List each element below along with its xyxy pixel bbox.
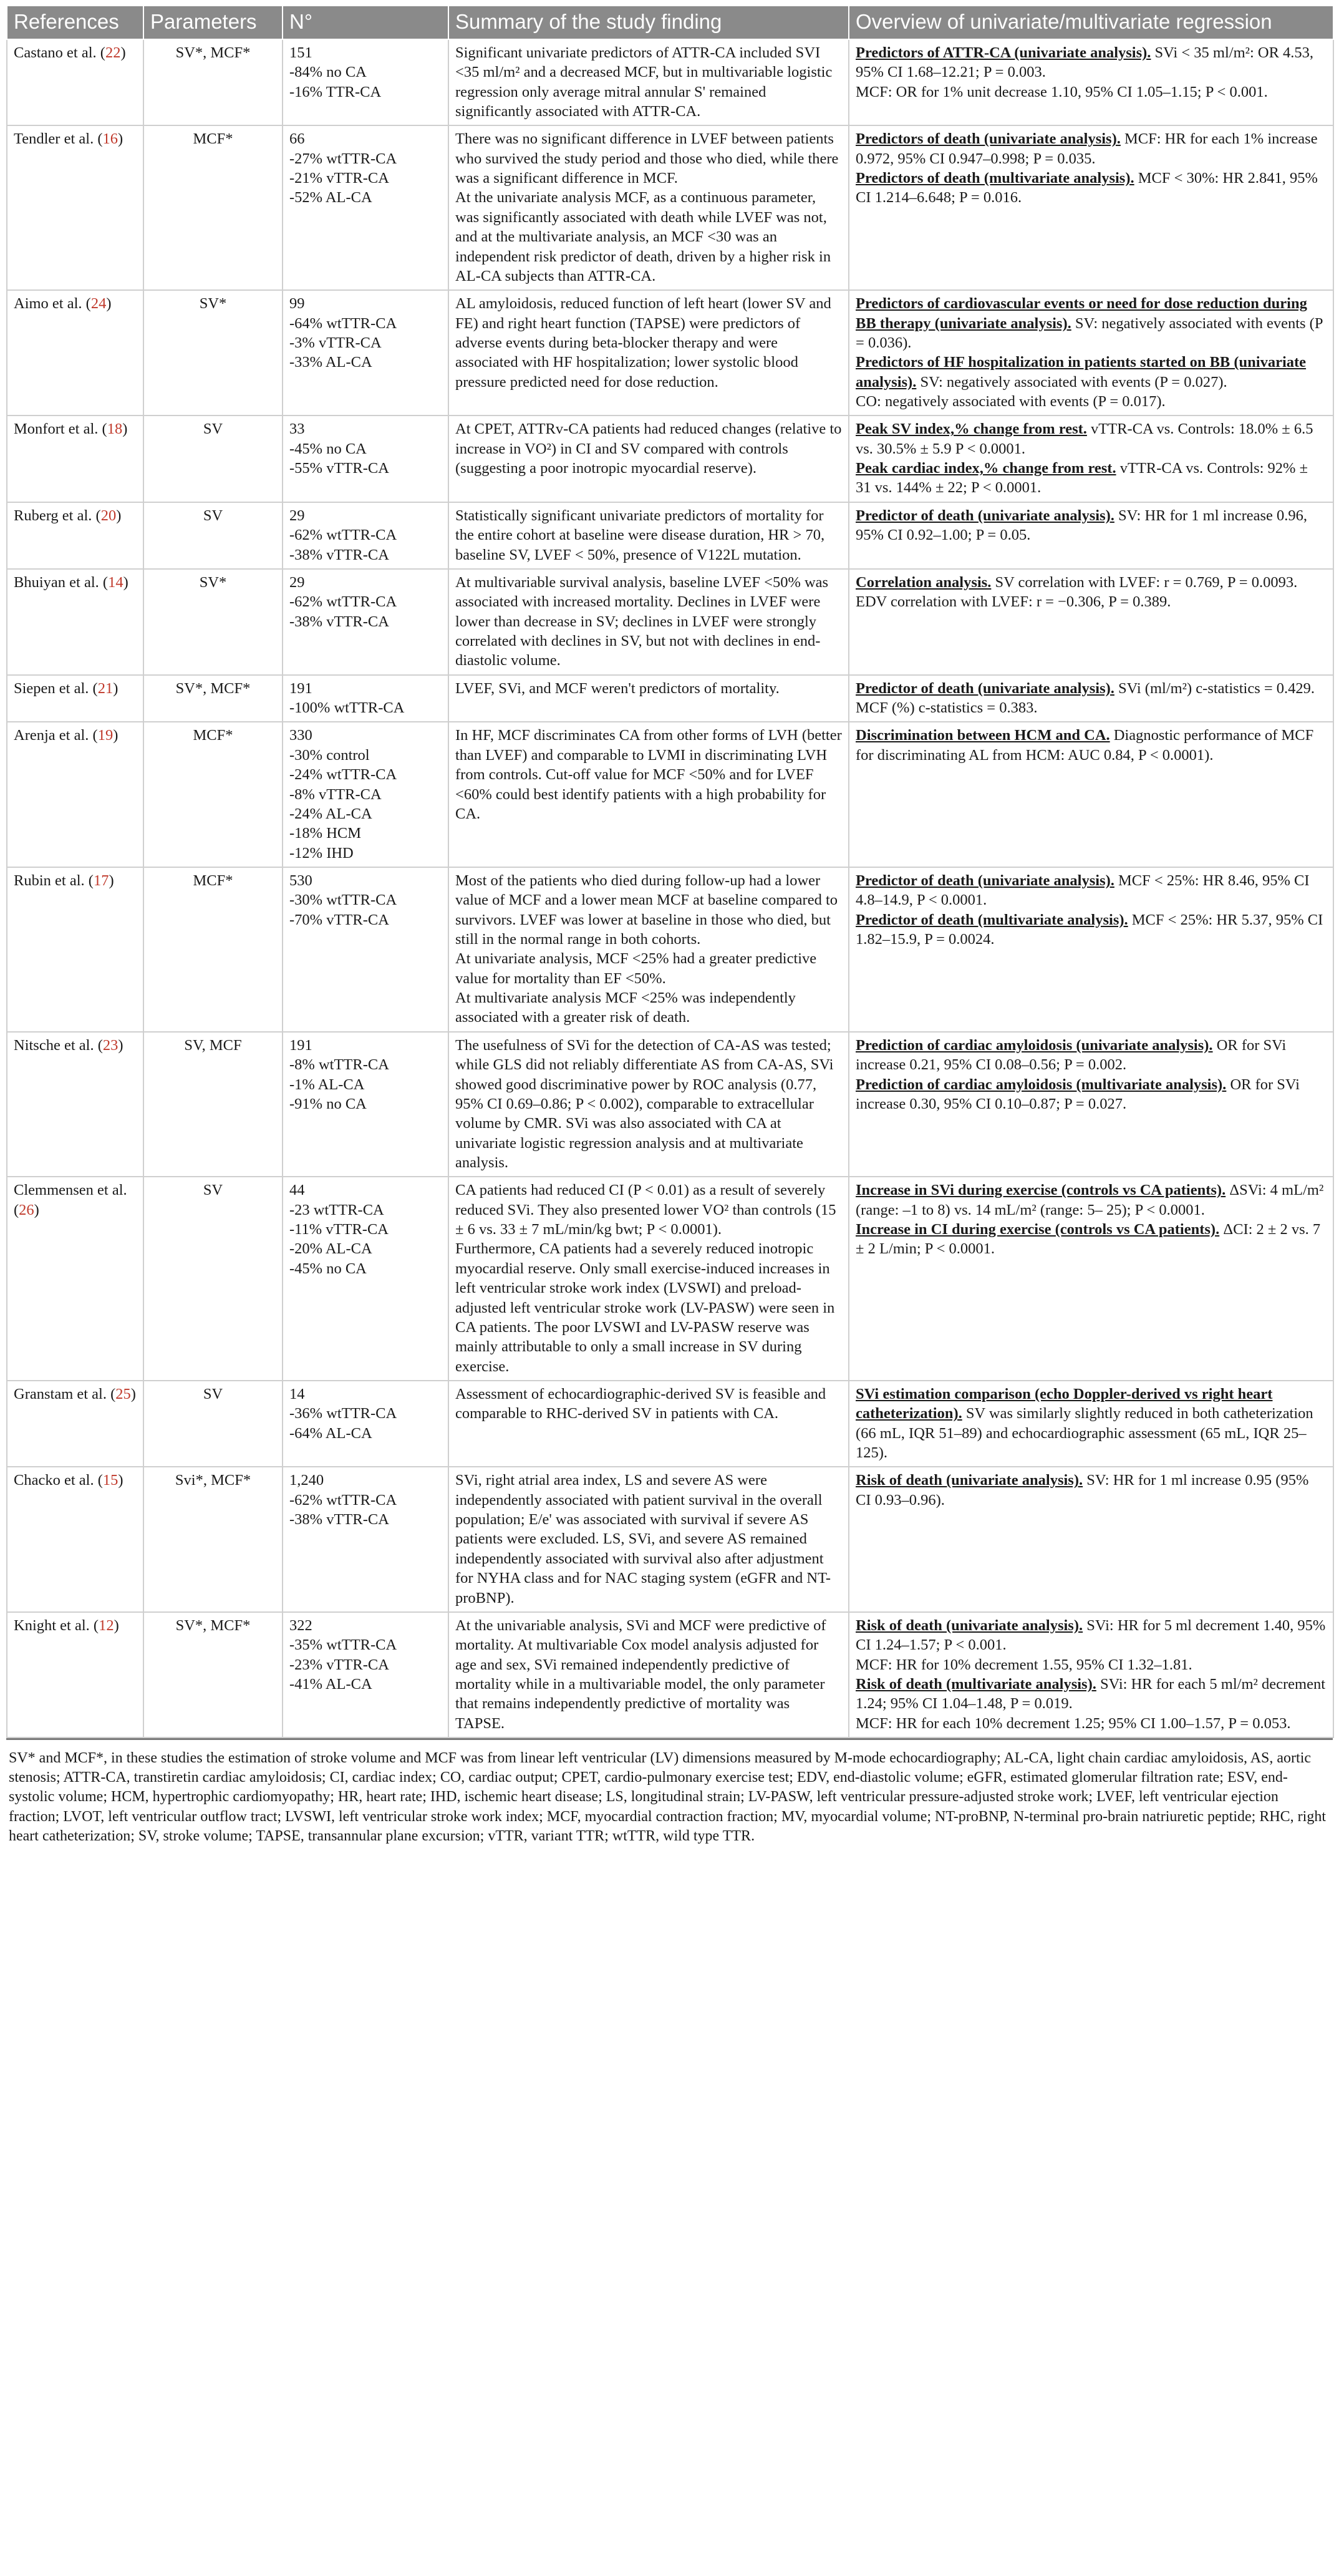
overview-heading: Increase in CI during exercise (controls vs CA patients). bbox=[856, 1221, 1220, 1238]
summary-paragraph: At the univariable analysis, SVi and MCF were predictive of mortality. At multivariable Cox model analysis adjusted for age and sex, SVi remained independently predictive of mortality while in a multivariable model, the only parameter that remains independently predictive of mortality was TAPSE. bbox=[455, 1616, 826, 1732]
overview-text: SVi < 35 ml/m²: OR 4.53, 95% CI 1.68–12.21; P = 0.003. bbox=[856, 44, 1314, 81]
header-n: N° bbox=[283, 6, 448, 39]
reference-name: Tendler et al. bbox=[14, 130, 94, 148]
overview-heading: Risk of death (multivariate analysis). bbox=[856, 1675, 1096, 1693]
summary-paragraph: At univariate analysis, MCF <25% had a greater predictive value for mortality than EF <50%. bbox=[455, 950, 817, 987]
overview-heading: SVi estimation comparison (echo Doppler-derived vs right heart catheterization). bbox=[856, 1385, 1273, 1422]
table-row bbox=[7, 416, 1333, 502]
n-line: -8% wtTTR-CA bbox=[289, 1056, 389, 1074]
n-line: -11% vTTR-CA bbox=[289, 1221, 389, 1238]
overview-line bbox=[856, 459, 1327, 498]
overview-line bbox=[856, 1220, 1327, 1259]
cell-summary bbox=[448, 416, 849, 502]
reference-number-link[interactable]: 18 bbox=[107, 420, 123, 438]
table-body bbox=[7, 39, 1333, 1738]
cell-n bbox=[283, 867, 448, 1032]
overview-heading: Predictor of death (univariate analysis). bbox=[856, 679, 1114, 697]
overview-line bbox=[856, 419, 1327, 459]
cell-summary bbox=[448, 39, 849, 125]
reference-name: Clemmensen et al. bbox=[14, 1182, 127, 1199]
cell-parameters: SV bbox=[143, 502, 283, 569]
cell-parameters: MCF* bbox=[143, 125, 283, 290]
cell-reference: Granstam et al. (25) bbox=[7, 1381, 143, 1467]
reference-name: Chacko et al. bbox=[14, 1472, 94, 1489]
summary-paragraph: At CPET, ATTRv-CA patients had reduced changes (relative to increase in VO²) in CI and SV compared with controls (suggesting a poor inotropic myocardial reserve). bbox=[455, 420, 842, 477]
n-line: -21% vTTR-CA bbox=[289, 170, 389, 187]
n-line: 66 bbox=[289, 130, 305, 148]
overview-line bbox=[856, 573, 1327, 592]
cell-overview bbox=[849, 569, 1333, 675]
cell-n bbox=[283, 1177, 448, 1381]
n-line: 29 bbox=[289, 573, 305, 591]
overview-text: MCF: HR for 10% decrement 1.55, 95% CI 1.32–1.81. bbox=[856, 1656, 1192, 1673]
cell-overview bbox=[849, 867, 1333, 1032]
cell-summary bbox=[448, 722, 849, 867]
overview-line bbox=[856, 82, 1327, 102]
overview-line bbox=[856, 698, 1327, 717]
summary-paragraph: AL amyloidosis, reduced function of left heart (lower SV and FE) and right heart function (TAPSE) were predictors of adverse events during beta-blocker therapy and were associated with HF hospitalization; lower systolic blood pressure predicted need for dose reduction. bbox=[455, 295, 831, 391]
cell-parameters: SV, MCF bbox=[143, 1032, 283, 1177]
cell-parameters: SV*, MCF* bbox=[143, 1612, 283, 1738]
header-parameters: Parameters bbox=[143, 6, 283, 39]
table-row bbox=[7, 867, 1333, 1032]
table-row bbox=[7, 1032, 1333, 1177]
n-line: -3% vTTR-CA bbox=[289, 334, 382, 351]
overview-text: OR for SVi increase 0.21, 95% CI 0.08–0.56; P = 0.002. bbox=[856, 1036, 1287, 1074]
cell-overview bbox=[849, 722, 1333, 867]
reference-number-link[interactable]: 20 bbox=[100, 507, 117, 524]
n-line: 29 bbox=[289, 507, 305, 524]
reference-name: Nitsche et al. bbox=[14, 1036, 94, 1054]
overview-heading: Discrimination between HCM and CA. bbox=[856, 727, 1110, 744]
reference-number-link[interactable]: 16 bbox=[102, 130, 118, 148]
overview-text: SV: negatively associated with events (P = 0.027). bbox=[916, 373, 1227, 391]
overview-line bbox=[856, 168, 1327, 208]
overview-heading: Correlation analysis. bbox=[856, 573, 992, 591]
n-line: -45% no CA bbox=[289, 440, 367, 457]
cell-summary bbox=[448, 675, 849, 722]
reference-number-link[interactable]: 26 bbox=[19, 1201, 34, 1218]
cell-n bbox=[283, 1032, 448, 1177]
n-line: -64% wtTTR-CA bbox=[289, 314, 397, 332]
cell-reference: Arenja et al. (19) bbox=[7, 722, 143, 867]
cell-reference: Clemmensen et al. (26) bbox=[7, 1177, 143, 1381]
overview-text: MCF: HR for each 1% increase 0.972, 95% CI 0.947–0.998; P = 0.035. bbox=[856, 130, 1318, 167]
n-line: -12% IHD bbox=[289, 844, 354, 862]
overview-line bbox=[856, 352, 1327, 392]
table-row bbox=[7, 675, 1333, 722]
overview-text: MCF: HR for each 10% decrement 1.25; 95% CI 1.00–1.57, P = 0.053. bbox=[856, 1714, 1291, 1732]
overview-heading: Prediction of cardiac amyloidosis (multivariate analysis). bbox=[856, 1076, 1227, 1093]
cell-reference: Rubin et al. (17) bbox=[7, 867, 143, 1032]
cell-summary bbox=[448, 1467, 849, 1612]
n-line: 44 bbox=[289, 1182, 305, 1199]
overview-line bbox=[856, 1714, 1327, 1733]
overview-heading: Peak cardiac index,% change from rest. bbox=[856, 460, 1116, 477]
cell-parameters: SV* bbox=[143, 290, 283, 416]
n-line: -1% AL-CA bbox=[289, 1076, 365, 1093]
overview-heading: Predictors of death (univariate analysis). bbox=[856, 130, 1121, 148]
n-line: -62% wtTTR-CA bbox=[289, 527, 397, 544]
n-line: -30% wtTTR-CA bbox=[289, 892, 397, 909]
cell-reference: Castano et al. (22) bbox=[7, 39, 143, 125]
n-line: -36% wtTTR-CA bbox=[289, 1405, 397, 1422]
cell-reference: Tendler et al. (16) bbox=[7, 125, 143, 290]
summary-paragraph: At multivariable survival analysis, baseline LVEF <50% was associated with increased mortality. Declines in LVEF were lower than decrease in SV; declines in LVEF were strongly correlated with declines in SV, but not with declines in end-diastolic volume. bbox=[455, 573, 829, 669]
cell-reference: Chacko et al. (15) bbox=[7, 1467, 143, 1612]
overview-text: SVi: HR for 5 ml decrement 1.40, 95% CI 1.24–1.57; P < 0.001. bbox=[856, 1616, 1326, 1654]
cell-parameters: SV*, MCF* bbox=[143, 39, 283, 125]
overview-line bbox=[856, 679, 1327, 698]
cell-overview bbox=[849, 675, 1333, 722]
reference-name: Ruberg et al. bbox=[14, 507, 92, 524]
cell-n bbox=[283, 722, 448, 867]
overview-heading: Predictor of death (univariate analysis). bbox=[856, 872, 1114, 889]
n-line: 151 bbox=[289, 44, 312, 61]
n-line: 99 bbox=[289, 295, 305, 313]
cell-overview bbox=[849, 1612, 1333, 1738]
overview-heading: Predictors of death (multivariate analysis). bbox=[856, 170, 1134, 187]
overview-text: MCF < 25%: HR 8.46, 95% CI 4.8–14.9, P < 0.0001. bbox=[856, 872, 1310, 909]
cell-reference: Nitsche et al. (23) bbox=[7, 1032, 143, 1177]
overview-line bbox=[856, 129, 1327, 168]
overview-line bbox=[856, 1674, 1327, 1714]
n-line: -52% AL-CA bbox=[289, 189, 372, 207]
cell-n bbox=[283, 416, 448, 502]
studies-table bbox=[6, 5, 1334, 1738]
n-line: -23% vTTR-CA bbox=[289, 1656, 389, 1673]
table-header bbox=[7, 6, 1333, 39]
cell-parameters: SV*, MCF* bbox=[143, 675, 283, 722]
cell-summary bbox=[448, 1032, 849, 1177]
n-line: -8% vTTR-CA bbox=[289, 785, 382, 803]
reference-number-link[interactable]: 15 bbox=[102, 1472, 118, 1489]
reference-name: Aimo et al. bbox=[14, 295, 82, 313]
table-row bbox=[7, 1467, 1333, 1612]
overview-line bbox=[856, 1180, 1327, 1220]
reference-name: Castano et al. bbox=[14, 44, 97, 61]
overview-heading: Predictor of death (univariate analysis). bbox=[856, 507, 1114, 524]
overview-text: MCF: OR for 1% unit decrease 1.10, 95% CI 1.05–1.15; P < 0.001. bbox=[856, 83, 1268, 100]
overview-text: Diagnostic performance of MCF for discriminating AL from HCM: AUC 0.84, P < 0.0001). bbox=[856, 727, 1314, 764]
n-line: -18% HCM bbox=[289, 825, 362, 842]
n-line: -35% wtTTR-CA bbox=[289, 1636, 397, 1654]
summary-paragraph: The usefulness of SVi for the detection of CA-AS was tested; while GLS did not reliably differentiate AS from CA-AS, SVi showed good discriminative power by ROC analysis (0.77, 95% CI 0.69–0.86; P < 0.002), comparable to extracellular volume by CMR. SVi was also associated with CA at univariate logistic regression analysis and at multivariate analysis. bbox=[455, 1036, 834, 1171]
cell-overview bbox=[849, 1177, 1333, 1381]
overview-line bbox=[856, 726, 1327, 765]
n-line: -38% vTTR-CA bbox=[289, 546, 389, 563]
cell-parameters: SV bbox=[143, 1177, 283, 1381]
n-line: 33 bbox=[289, 420, 305, 438]
cell-n bbox=[283, 1612, 448, 1738]
overview-line bbox=[856, 1470, 1327, 1510]
n-line: -24% AL-CA bbox=[289, 805, 372, 822]
n-line: -30% control bbox=[289, 746, 370, 764]
overview-line bbox=[856, 592, 1327, 611]
summary-paragraph: SVi, right atrial area index, LS and severe AS were independently associated with patient survival in the overall population; E/e' was associated with survival if severe AS patients were excluded. LS, SVi, and severe AS remained independently associated with survival also after adjustment for NYHA class and for NAC staging system (eGFR and NT-proBNP). bbox=[455, 1472, 831, 1606]
cell-reference: Knight et al. (12) bbox=[7, 1612, 143, 1738]
cell-parameters: MCF* bbox=[143, 722, 283, 867]
cell-overview bbox=[849, 1467, 1333, 1612]
table-row bbox=[7, 1177, 1333, 1381]
n-line: 191 bbox=[289, 679, 312, 697]
reference-number-link[interactable]: 21 bbox=[97, 679, 114, 697]
n-line: 322 bbox=[289, 1616, 312, 1634]
cell-n bbox=[283, 569, 448, 675]
n-line: -45% no CA bbox=[289, 1260, 367, 1277]
overview-line bbox=[856, 294, 1327, 352]
reference-number-link[interactable]: 19 bbox=[97, 727, 114, 744]
reference-name: Bhuiyan et al. bbox=[14, 573, 99, 591]
reference-number-link[interactable]: 12 bbox=[99, 1616, 114, 1634]
reference-name: Knight et al. bbox=[14, 1616, 90, 1634]
overview-text: ΔCI: 2 ± 2 vs. 7 ± 2 L/min; P < 0.0001. bbox=[856, 1221, 1321, 1258]
n-line: -100% wtTTR-CA bbox=[289, 699, 405, 717]
overview-text: MCF < 25%: HR 5.37, 95% CI 1.82–15.9, P = 0.0024. bbox=[856, 911, 1323, 948]
summary-paragraph: Significant univariate predictors of ATTR-CA included SVI <35 ml/m² and a decreased MCF, but in multivariable logistic regression only average mitral annular S' remained significantly associated with ATTR-CA. bbox=[455, 44, 833, 120]
reference-number-link[interactable]: 23 bbox=[102, 1036, 118, 1054]
overview-heading: Increase in SVi during exercise (controls vs CA patients). bbox=[856, 1182, 1226, 1199]
cell-parameters: SV* bbox=[143, 569, 283, 675]
n-line: 330 bbox=[289, 727, 312, 744]
table-row bbox=[7, 502, 1333, 569]
cell-overview bbox=[849, 416, 1333, 502]
overview-text: EDV correlation with LVEF: r = −0.306, P = 0.389. bbox=[856, 593, 1171, 611]
cell-summary bbox=[448, 290, 849, 416]
reference-name: Arenja et al. bbox=[14, 727, 89, 744]
cell-overview bbox=[849, 1032, 1333, 1177]
cell-summary bbox=[448, 1612, 849, 1738]
summary-paragraph: There was no significant difference in LVEF between patients who survived the study period and those who died, while there was a significant difference in MCF. bbox=[455, 130, 839, 187]
overview-text: SVi (ml/m²) c-statistics = 0.429. bbox=[1114, 679, 1315, 697]
summary-paragraph: At the univariate analysis MCF, as a continuous parameter, was significantly associated with death while LVEF was not, and at the multivariate analysis, an MCF <30 was an independent risk predictor of death, driven by a higher risk in AL-CA subjects than ATTR-CA. bbox=[455, 189, 831, 284]
reference-number-link[interactable]: 17 bbox=[93, 872, 109, 889]
cell-overview bbox=[849, 125, 1333, 290]
table-row bbox=[7, 1381, 1333, 1467]
cell-reference: Ruberg et al. (20) bbox=[7, 502, 143, 569]
cell-summary bbox=[448, 125, 849, 290]
cell-parameters: SV bbox=[143, 1381, 283, 1467]
summary-paragraph: In HF, MCF discriminates CA from other forms of LVH (better than LVEF) and comparable to LVMI in discriminating LVH from controls. Cut-off value for MCF <50% and for LVEF <60% could best identify patients with a high probability for CA. bbox=[455, 727, 842, 822]
cell-n bbox=[283, 125, 448, 290]
cell-summary bbox=[448, 867, 849, 1032]
overview-heading: Predictors of ATTR-CA (univariate analysis). bbox=[856, 44, 1151, 61]
cell-reference: Aimo et al. (24) bbox=[7, 290, 143, 416]
n-line: 1,240 bbox=[289, 1472, 324, 1489]
overview-text: MCF (%) c-statistics = 0.383. bbox=[856, 699, 1038, 717]
cell-n bbox=[283, 1381, 448, 1467]
cell-summary bbox=[448, 502, 849, 569]
n-line: -27% wtTTR-CA bbox=[289, 150, 397, 167]
overview-text: SV: HR for 1 ml increase 0.95 (95% CI 0.93–0.96). bbox=[856, 1472, 1309, 1509]
reference-number-link[interactable]: 25 bbox=[115, 1385, 131, 1402]
overview-text: SV was similarly slightly reduced in both catheterization (66 mL, IQR 51–89) and echocardiographic assessment (65 mL, IQR 25–125). bbox=[856, 1405, 1313, 1462]
cell-n bbox=[283, 675, 448, 722]
reference-number-link[interactable]: 14 bbox=[108, 573, 123, 591]
cell-n bbox=[283, 502, 448, 569]
cell-reference: Monfort et al. (18) bbox=[7, 416, 143, 502]
overview-text: SVi: HR for each 5 ml/m² decrement 1.24; 95% CI 1.04–1.48, P = 0.019. bbox=[856, 1675, 1326, 1713]
table-row bbox=[7, 39, 1333, 125]
n-line: -23 wtTTR-CA bbox=[289, 1201, 384, 1218]
overview-text: SV: HR for 1 ml increase 0.96, 95% CI 0.92–1.00; P = 0.05. bbox=[856, 507, 1308, 544]
reference-name: Monfort et al. bbox=[14, 420, 99, 438]
table-row bbox=[7, 722, 1333, 867]
reference-number-link[interactable]: 22 bbox=[105, 44, 121, 61]
n-line: 14 bbox=[289, 1385, 305, 1402]
n-line: -41% AL-CA bbox=[289, 1675, 372, 1693]
table-row bbox=[7, 290, 1333, 416]
n-line: -38% vTTR-CA bbox=[289, 1511, 389, 1529]
summary-paragraph: CA patients had reduced CI (P < 0.01) as a result of severely reduced SVi. They also presented lower VO² than controls (15 ± 6 vs. 33 ± 7 mL/min/kg bwt; P < 0.0001). bbox=[455, 1182, 836, 1238]
overview-heading: Peak SV index,% change from rest. bbox=[856, 420, 1087, 438]
n-line: -84% no CA bbox=[289, 64, 367, 81]
cell-parameters: MCF* bbox=[143, 867, 283, 1032]
overview-heading: Risk of death (univariate analysis). bbox=[856, 1616, 1083, 1634]
reference-name: Rubin et al. bbox=[14, 872, 85, 889]
n-line: -70% vTTR-CA bbox=[289, 911, 389, 928]
summary-paragraph: LVEF, SVi, and MCF weren't predictors of mortality. bbox=[455, 679, 780, 697]
n-line: -55% vTTR-CA bbox=[289, 460, 389, 477]
overview-heading: Risk of death (univariate analysis). bbox=[856, 1472, 1083, 1489]
summary-paragraph: Assessment of echocardiographic-derived SV is feasible and comparable to RHC-derived SV in patients with CA. bbox=[455, 1385, 826, 1422]
overview-line bbox=[856, 871, 1327, 910]
summary-paragraph: Most of the patients who died during follow-up had a lower value of MCF and a lower mean MCF at baseline compared to survivors. LVEF was lower at baseline in those who died, but still in the normal range in both cohorts. bbox=[455, 872, 838, 948]
n-line: -38% vTTR-CA bbox=[289, 613, 389, 630]
overview-text: vTTR-CA vs. Controls: 18.0% ± 6.5 vs. 30.5% ± 5.9 P < 0.0001. bbox=[856, 420, 1313, 457]
summary-paragraph: At multivariate analysis MCF <25% was independently associated with a greater risk of death. bbox=[455, 989, 796, 1026]
cell-parameters: Svi*, MCF* bbox=[143, 1467, 283, 1612]
overview-heading: Predictor of death (multivariate analysis). bbox=[856, 911, 1128, 928]
cell-n bbox=[283, 1467, 448, 1612]
overview-heading: Predictors of cardiovascular events or need for dose reduction during BB therapy (univariate analysis). bbox=[856, 295, 1307, 332]
cell-reference: Bhuiyan et al. (14) bbox=[7, 569, 143, 675]
n-line: -24% wtTTR-CA bbox=[289, 766, 397, 784]
overview-line bbox=[856, 1384, 1327, 1462]
n-line: 191 bbox=[289, 1036, 312, 1054]
overview-line bbox=[856, 910, 1327, 950]
n-line: -64% AL-CA bbox=[289, 1424, 372, 1442]
overview-heading: Predictors of HF hospitalization in patients started on BB (univariate analysis). bbox=[856, 354, 1307, 391]
overview-line bbox=[856, 1616, 1327, 1655]
cell-overview bbox=[849, 290, 1333, 416]
table-row bbox=[7, 1612, 1333, 1738]
overview-line bbox=[856, 43, 1327, 82]
n-line: -62% wtTTR-CA bbox=[289, 593, 397, 611]
reference-number-link[interactable]: 24 bbox=[90, 295, 107, 313]
n-line: -33% AL-CA bbox=[289, 354, 372, 371]
header-overview: Overview of univariate/multivariate regression bbox=[849, 6, 1333, 39]
cell-summary bbox=[448, 1177, 849, 1381]
header-references: References bbox=[7, 6, 143, 39]
cell-reference: Siepen et al. (21) bbox=[7, 675, 143, 722]
overview-text: SV: negatively associated with events (P = 0.036). bbox=[856, 314, 1323, 351]
overview-text: MCF < 30%: HR 2.841, 95% CI 1.214–6.648; P = 0.016. bbox=[856, 170, 1318, 207]
reference-name: Siepen et al. bbox=[14, 679, 89, 697]
overview-line bbox=[856, 392, 1327, 411]
overview-text: OR for SVi increase 0.30, 95% CI 0.10–0.87; P = 0.027. bbox=[856, 1076, 1300, 1112]
cell-summary bbox=[448, 1381, 849, 1467]
n-line: -20% AL-CA bbox=[289, 1240, 372, 1258]
overview-line bbox=[856, 1036, 1327, 1075]
summary-paragraph: Statistically significant univariate predictors of mortality for the entire cohort at baseline were disease duration, HR > 70, baseline SV, LVEF < 50%, presence of V122L mutation. bbox=[455, 507, 825, 563]
cell-overview bbox=[849, 39, 1333, 125]
summary-paragraph: Furthermore, CA patients had a severely reduced inotropic myocardial reserve. Only small exercise-induced increases in left ventricular stroke work index (LVSWI) and preload-adjusted left ventricular stroke work (LV-PASW) were seen in CA patients. The poor LVSWI and LV-PASW reserve was mainly attributable to only a small increase in SV during exercise. bbox=[455, 1240, 835, 1375]
cell-overview bbox=[849, 1381, 1333, 1467]
cell-n bbox=[283, 39, 448, 125]
reference-name: Granstam et al. bbox=[14, 1385, 107, 1402]
overview-line bbox=[856, 506, 1327, 545]
cell-summary bbox=[448, 569, 849, 675]
header-summary: Summary of the study finding bbox=[448, 6, 849, 39]
overview-text: vTTR-CA vs. Controls: 92% ± 31 vs. 144% ± 22; P < 0.0001. bbox=[856, 460, 1308, 497]
table-footnote: SV* and MCF*, in these studies the estimation of stroke volume and MCF was from linear left ventricular (LV) dimensions measured by M-mode echocardiography; AL-CA, light chain cardiac amyloidosis, AS, aortic stenosis; ATTR-CA, transtiretin cardiac amyloidosis; CI, cardiac index; CO, cardiac output; CPET, cardio-pulmonary exercise test; EDV, end-diastolic volume; eGFR, estimated glomerular filtration rate; ESV, end-systolic volume; HCM, hypertrophic cardiomyopathy; HR, heart rate; IHD, ischemic heart disease; LS, longitudinal strain; LV-PASW, left ventricular pressure-adjusted stroke work; LVEF, left ventricular ejection fraction; LVOT, left ventricular outflow tract; LVSWI, left ventricular stroke work index; MCF, myocardial contraction fraction; MV, myocardial volume; NT-proBNP, N-terminal pro-brain natriuretic peptide; RHC, right heart catheterization; SV, stroke volume; TAPSE, transannular plane excursion; vTTR, variant TTR; wtTTR, wild type TTR. bbox=[9, 1750, 1326, 1844]
cell-overview bbox=[849, 502, 1333, 569]
table-row bbox=[7, 569, 1333, 675]
n-line: 530 bbox=[289, 872, 312, 889]
cell-n bbox=[283, 290, 448, 416]
overview-text: ΔSVi: 4 mL/m² (range: –1 to 8) vs. 14 mL/m² (range: 5– 25); P < 0.0001. bbox=[856, 1182, 1324, 1218]
n-line: -16% TTR-CA bbox=[289, 83, 382, 100]
overview-text: SV correlation with LVEF: r = 0.769, P = 0.0093. bbox=[991, 573, 1298, 591]
overview-line bbox=[856, 1655, 1327, 1674]
n-line: -91% no CA bbox=[289, 1095, 367, 1112]
table-row bbox=[7, 125, 1333, 290]
overview-text: CO: negatively associated with events (P = 0.017). bbox=[856, 393, 1166, 411]
n-line: -62% wtTTR-CA bbox=[289, 1491, 397, 1509]
overview-heading: Prediction of cardiac amyloidosis (univariate analysis). bbox=[856, 1036, 1213, 1054]
cell-parameters: SV bbox=[143, 416, 283, 502]
overview-line bbox=[856, 1075, 1327, 1114]
